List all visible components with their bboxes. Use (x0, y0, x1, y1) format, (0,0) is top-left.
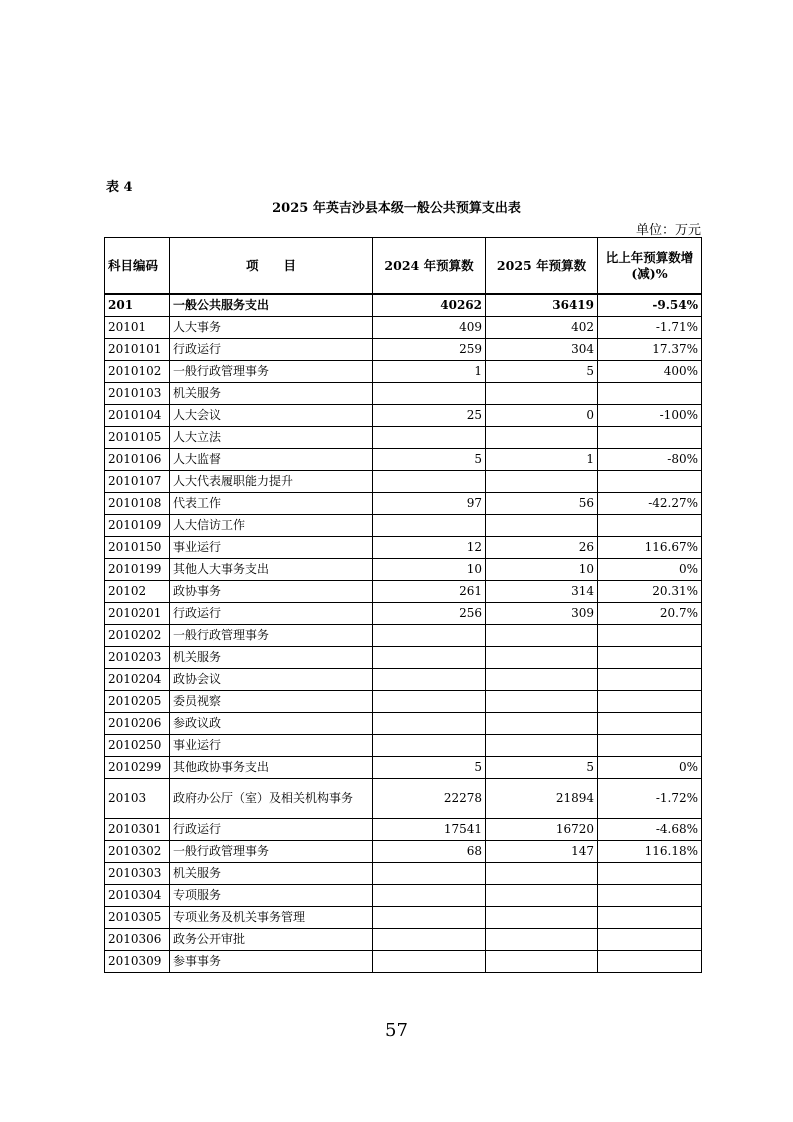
cell-budget-2024 (373, 885, 486, 907)
cell-code: 2010309 (105, 951, 170, 973)
header-code: 科目编码 (105, 238, 170, 295)
cell-budget-2025 (486, 929, 598, 951)
cell-code: 2010302 (105, 841, 170, 863)
cell-code: 2010109 (105, 515, 170, 537)
cell-code: 2010150 (105, 537, 170, 559)
cell-code: 20102 (105, 581, 170, 603)
cell-code: 2010102 (105, 361, 170, 383)
table-header (105, 238, 702, 295)
table-row (105, 383, 702, 405)
table-row (105, 603, 702, 625)
cell-item: 政府办公厅（室）及相关机构事务 (170, 779, 373, 819)
cell-item: 一般行政管理事务 (170, 361, 373, 383)
cell-item: 人大监督 (170, 449, 373, 471)
budget-table (104, 237, 702, 973)
table-row (105, 405, 702, 427)
table-row (105, 493, 702, 515)
cell-budget-2024 (373, 647, 486, 669)
cell-budget-2025: 10 (486, 559, 598, 581)
cell-change (598, 669, 702, 691)
cell-budget-2024: 259 (373, 339, 486, 361)
cell-change: -100% (598, 405, 702, 427)
cell-code: 2010304 (105, 885, 170, 907)
cell-budget-2024: 97 (373, 493, 486, 515)
cell-change (598, 929, 702, 951)
cell-code: 2010108 (105, 493, 170, 515)
cell-code: 201 (105, 294, 170, 317)
cell-change: 400% (598, 361, 702, 383)
header-row (105, 238, 702, 295)
cell-code: 2010106 (105, 449, 170, 471)
cell-change (598, 735, 702, 757)
cell-budget-2025 (486, 669, 598, 691)
cell-item: 专项服务 (170, 885, 373, 907)
cell-budget-2025: 402 (486, 317, 598, 339)
cell-change (598, 647, 702, 669)
cell-budget-2024 (373, 515, 486, 537)
cell-change (598, 383, 702, 405)
cell-budget-2025: 36419 (486, 294, 598, 317)
cell-item: 人大代表履职能力提升 (170, 471, 373, 493)
table-row (105, 885, 702, 907)
cell-budget-2024: 40262 (373, 294, 486, 317)
cell-budget-2024: 5 (373, 757, 486, 779)
cell-budget-2025 (486, 383, 598, 405)
cell-budget-2025: 21894 (486, 779, 598, 819)
cell-code: 2010104 (105, 405, 170, 427)
cell-budget-2024 (373, 691, 486, 713)
table-row (105, 294, 702, 317)
cell-budget-2024 (373, 713, 486, 735)
cell-item: 行政运行 (170, 819, 373, 841)
cell-item: 一般公共服务支出 (170, 294, 373, 317)
cell-item: 政协事务 (170, 581, 373, 603)
table-row (105, 471, 702, 493)
header-budget-2024: 2024 年预算数 (373, 238, 486, 295)
cell-budget-2025 (486, 713, 598, 735)
cell-budget-2025 (486, 691, 598, 713)
cell-change (598, 471, 702, 493)
table-label: 表 4 (106, 180, 133, 195)
cell-change (598, 427, 702, 449)
cell-budget-2024 (373, 863, 486, 885)
cell-change: 116.18% (598, 841, 702, 863)
cell-budget-2025 (486, 515, 598, 537)
cell-budget-2025 (486, 951, 598, 973)
cell-code: 2010201 (105, 603, 170, 625)
cell-code: 2010199 (105, 559, 170, 581)
cell-budget-2025 (486, 471, 598, 493)
cell-budget-2024: 68 (373, 841, 486, 863)
cell-code: 2010204 (105, 669, 170, 691)
cell-budget-2025 (486, 625, 598, 647)
cell-budget-2024 (373, 929, 486, 951)
unit-note: 单位：万元 (635, 223, 701, 238)
cell-budget-2024: 256 (373, 603, 486, 625)
cell-item: 参事事务 (170, 951, 373, 973)
cell-item: 政务公开审批 (170, 929, 373, 951)
page-title: 2025 年英吉沙县本级一般公共预算支出表 (272, 201, 521, 216)
table-row (105, 361, 702, 383)
cell-change (598, 713, 702, 735)
table-row (105, 581, 702, 603)
cell-change: 20.7% (598, 603, 702, 625)
cell-item: 行政运行 (170, 603, 373, 625)
cell-budget-2024 (373, 625, 486, 647)
cell-budget-2025 (486, 885, 598, 907)
cell-code: 2010101 (105, 339, 170, 361)
cell-budget-2024: 261 (373, 581, 486, 603)
table-row (105, 863, 702, 885)
table-row (105, 907, 702, 929)
cell-budget-2025: 1 (486, 449, 598, 471)
cell-budget-2025: 0 (486, 405, 598, 427)
cell-budget-2024 (373, 951, 486, 973)
cell-budget-2025: 5 (486, 361, 598, 383)
cell-item: 一般行政管理事务 (170, 841, 373, 863)
cell-item: 事业运行 (170, 735, 373, 757)
cell-item: 代表工作 (170, 493, 373, 515)
header-budget-2025: 2025 年预算数 (486, 238, 598, 295)
cell-item: 参政议政 (170, 713, 373, 735)
cell-budget-2024: 1 (373, 361, 486, 383)
cell-item: 人大立法 (170, 427, 373, 449)
cell-change: -42.27% (598, 493, 702, 515)
cell-item: 其他政协事务支出 (170, 757, 373, 779)
cell-change (598, 515, 702, 537)
cell-change (598, 885, 702, 907)
cell-item: 机关服务 (170, 383, 373, 405)
cell-code: 2010202 (105, 625, 170, 647)
cell-item: 人大会议 (170, 405, 373, 427)
cell-code: 2010103 (105, 383, 170, 405)
cell-code: 2010299 (105, 757, 170, 779)
cell-item: 委员视察 (170, 691, 373, 713)
table-row (105, 691, 702, 713)
cell-item: 机关服务 (170, 863, 373, 885)
table-row (105, 317, 702, 339)
cell-budget-2024: 10 (373, 559, 486, 581)
cell-budget-2024 (373, 907, 486, 929)
cell-budget-2024: 17541 (373, 819, 486, 841)
cell-code: 2010105 (105, 427, 170, 449)
table-row (105, 735, 702, 757)
cell-budget-2025: 314 (486, 581, 598, 603)
table-row (105, 515, 702, 537)
table-row (105, 427, 702, 449)
cell-budget-2025: 304 (486, 339, 598, 361)
cell-code: 2010203 (105, 647, 170, 669)
cell-code: 2010301 (105, 819, 170, 841)
cell-budget-2025 (486, 735, 598, 757)
cell-budget-2024: 409 (373, 317, 486, 339)
cell-change: -4.68% (598, 819, 702, 841)
cell-budget-2024 (373, 735, 486, 757)
table-body (105, 294, 702, 973)
cell-item: 机关服务 (170, 647, 373, 669)
cell-change: -1.72% (598, 779, 702, 819)
cell-change (598, 863, 702, 885)
cell-item: 一般行政管理事务 (170, 625, 373, 647)
cell-item: 事业运行 (170, 537, 373, 559)
cell-budget-2025: 147 (486, 841, 598, 863)
cell-item: 其他人大事务支出 (170, 559, 373, 581)
table-row (105, 339, 702, 361)
cell-budget-2024: 22278 (373, 779, 486, 819)
cell-code: 2010306 (105, 929, 170, 951)
cell-item: 人大事务 (170, 317, 373, 339)
cell-budget-2025 (486, 863, 598, 885)
cell-code: 2010206 (105, 713, 170, 735)
cell-budget-2024 (373, 471, 486, 493)
table-row (105, 449, 702, 471)
page-number: 57 (385, 1020, 408, 1041)
cell-change (598, 907, 702, 929)
cell-budget-2025 (486, 427, 598, 449)
cell-change: -80% (598, 449, 702, 471)
cell-budget-2024 (373, 383, 486, 405)
header-item: 项 目 (170, 238, 373, 295)
table-row (105, 951, 702, 973)
cell-item: 人大信访工作 (170, 515, 373, 537)
cell-budget-2025: 56 (486, 493, 598, 515)
cell-code: 20103 (105, 779, 170, 819)
table-row (105, 819, 702, 841)
cell-item: 政协会议 (170, 669, 373, 691)
cell-change (598, 625, 702, 647)
table-row (105, 929, 702, 951)
cell-budget-2024: 25 (373, 405, 486, 427)
cell-change: 116.67% (598, 537, 702, 559)
cell-budget-2025: 16720 (486, 819, 598, 841)
cell-budget-2025 (486, 907, 598, 929)
table-row (105, 757, 702, 779)
cell-budget-2025: 309 (486, 603, 598, 625)
cell-change (598, 951, 702, 973)
cell-budget-2025: 26 (486, 537, 598, 559)
table-row (105, 647, 702, 669)
cell-code: 2010250 (105, 735, 170, 757)
cell-change: 17.37% (598, 339, 702, 361)
cell-budget-2024: 12 (373, 537, 486, 559)
cell-budget-2025 (486, 647, 598, 669)
cell-budget-2024 (373, 669, 486, 691)
cell-change: 0% (598, 757, 702, 779)
cell-budget-2024 (373, 427, 486, 449)
table-row (105, 713, 702, 735)
cell-change: -1.71% (598, 317, 702, 339)
cell-item: 专项业务及机关事务管理 (170, 907, 373, 929)
table-row (105, 779, 702, 819)
cell-code: 2010303 (105, 863, 170, 885)
table-row (105, 669, 702, 691)
cell-change: 0% (598, 559, 702, 581)
cell-change: 20.31% (598, 581, 702, 603)
header-change: 比上年预算数增(减)% (598, 238, 702, 295)
cell-code: 2010305 (105, 907, 170, 929)
cell-change (598, 691, 702, 713)
cell-change: -9.54% (598, 294, 702, 317)
table-row (105, 537, 702, 559)
cell-code: 20101 (105, 317, 170, 339)
cell-item: 行政运行 (170, 339, 373, 361)
cell-code: 2010107 (105, 471, 170, 493)
table-row (105, 625, 702, 647)
cell-budget-2024: 5 (373, 449, 486, 471)
cell-budget-2025: 5 (486, 757, 598, 779)
table-row (105, 841, 702, 863)
table-row (105, 559, 702, 581)
cell-code: 2010205 (105, 691, 170, 713)
